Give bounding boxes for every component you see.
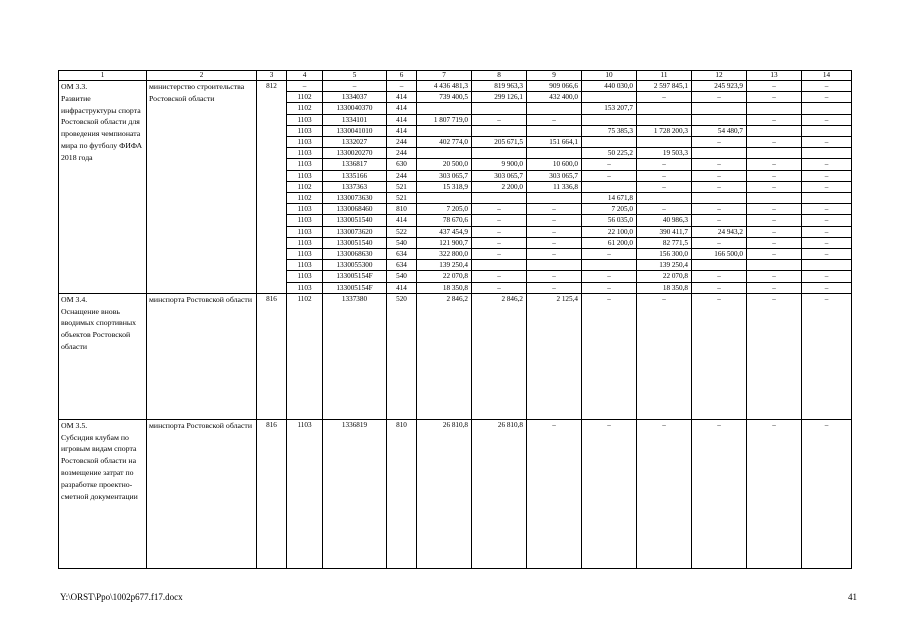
year-2020-cell: – [802, 271, 852, 282]
section-code-cell: 1103 [287, 125, 323, 136]
total-amount-cell: 18 350,8 [417, 282, 472, 293]
section-code-cell: 1103 [287, 137, 323, 148]
year-2015-cell [527, 193, 582, 204]
section-code-cell: 1102 [287, 293, 323, 419]
expense-type-code-cell: 634 [387, 260, 417, 271]
column-number-header: 10 [582, 71, 637, 81]
year-2015-cell [527, 125, 582, 136]
section-code-cell: 1103 [287, 226, 323, 237]
year-2020-cell [802, 148, 852, 159]
year-2017-cell: 1 728 200,3 [637, 125, 692, 136]
year-2015-cell [527, 103, 582, 114]
year-2014-cell [472, 260, 527, 271]
year-2017-cell [637, 193, 692, 204]
measure-code: ОМ 3.4. [61, 294, 88, 304]
section-code-cell: 1103 [287, 260, 323, 271]
grbs-code: 816 [257, 293, 287, 419]
year-2016-cell: 22 100,0 [582, 226, 637, 237]
year-2020-cell [802, 125, 852, 136]
section-code-cell: 1103 [287, 282, 323, 293]
year-2014-cell: – [472, 271, 527, 282]
total-amount-cell: 26 810,8 [417, 419, 472, 568]
year-2015-cell: – [527, 271, 582, 282]
target-item-code-cell: 1330073630 [323, 193, 387, 204]
year-2015-cell: – [527, 237, 582, 248]
year-2016-cell: 14 671,8 [582, 193, 637, 204]
footer-file-path: Y:\ORST\Ppo\1002p677.f17.docx [60, 592, 183, 602]
table-row [59, 419, 852, 568]
year-2020-cell: – [802, 181, 852, 192]
table-body [59, 71, 852, 569]
year-2019-cell: – [747, 215, 802, 226]
year-2018-cell: – [692, 181, 747, 192]
expense-type-code-cell: 414 [387, 92, 417, 103]
total-amount-cell: 20 500,0 [417, 159, 472, 170]
year-2020-cell: – [802, 249, 852, 260]
total-amount-cell: 402 774,0 [417, 137, 472, 148]
year-2018-cell: – [692, 159, 747, 170]
year-2019-cell [747, 148, 802, 159]
section-code-cell: 1102 [287, 193, 323, 204]
section-code-cell: 1103 [287, 215, 323, 226]
year-2016-cell: – [582, 249, 637, 260]
year-2018-cell: – [692, 170, 747, 181]
year-2014-cell [472, 103, 527, 114]
year-2018-cell [692, 193, 747, 204]
year-2020-cell: – [802, 81, 852, 92]
year-2014-cell: 303 065,7 [472, 170, 527, 181]
responsible-agency: минспорта Ростовской области [147, 293, 257, 419]
year-2017-cell: 22 070,8 [637, 271, 692, 282]
year-2020-cell: – [802, 92, 852, 103]
measure-code: ОМ 3.5. [61, 420, 88, 430]
page-number: 41 [848, 592, 857, 602]
year-2016-cell: 7 205,0 [582, 204, 637, 215]
expense-type-code-cell: 244 [387, 137, 417, 148]
expense-type-code-cell: 414 [387, 282, 417, 293]
year-2019-cell: – [747, 282, 802, 293]
year-2019-cell: – [747, 293, 802, 419]
target-item-code-cell: 133005154F [323, 271, 387, 282]
year-2016-cell [582, 181, 637, 192]
year-2019-cell: – [747, 271, 802, 282]
year-2018-cell: 245 923,9 [692, 81, 747, 92]
year-2018-cell: 24 943,2 [692, 226, 747, 237]
year-2020-cell: – [802, 170, 852, 181]
section-code-cell: 1103 [287, 249, 323, 260]
year-2018-cell: – [692, 215, 747, 226]
year-2014-cell: – [472, 249, 527, 260]
year-2015-cell: 2 125,4 [527, 293, 582, 419]
section-code-cell: 1103 [287, 419, 323, 568]
year-2019-cell: – [747, 159, 802, 170]
year-2019-cell: – [747, 237, 802, 248]
column-number-header: 5 [323, 71, 387, 81]
section-code-cell: 1102 [287, 103, 323, 114]
year-2014-cell [472, 148, 527, 159]
year-2014-cell: – [472, 215, 527, 226]
year-2018-cell: – [692, 237, 747, 248]
year-2020-cell: – [802, 293, 852, 419]
year-2017-cell: – [637, 92, 692, 103]
target-item-code-cell: 1337380 [323, 293, 387, 419]
target-item-code-cell: 1336819 [323, 419, 387, 568]
year-2017-cell: 19 503,3 [637, 148, 692, 159]
target-item-code-cell: 1330073620 [323, 226, 387, 237]
expense-type-code-cell: 521 [387, 181, 417, 192]
total-amount-cell: 22 070,8 [417, 271, 472, 282]
section-code-cell: 1103 [287, 159, 323, 170]
total-amount-cell: 139 250,4 [417, 260, 472, 271]
year-2016-cell: 75 385,3 [582, 125, 637, 136]
year-2017-cell: – [637, 170, 692, 181]
total-amount-cell: 303 065,7 [417, 170, 472, 181]
grbs-code: 812 [257, 81, 287, 294]
year-2019-cell: – [747, 204, 802, 215]
year-2020-cell [802, 103, 852, 114]
year-2015-cell: – [527, 249, 582, 260]
year-2014-cell [472, 125, 527, 136]
year-2016-cell: – [582, 271, 637, 282]
year-2017-cell: – [637, 181, 692, 192]
total-amount-cell: 78 670,6 [417, 215, 472, 226]
measure-name: Субсидия клубам по игровым видам спорта Ростовской области на возмещение затрат по разработке проектно-сметной документации [61, 432, 138, 501]
total-amount-cell: 739 400,5 [417, 92, 472, 103]
expense-type-code-cell: 540 [387, 237, 417, 248]
total-amount-cell: 437 454,9 [417, 226, 472, 237]
grbs-code: 816 [257, 419, 287, 568]
budget-table [58, 70, 852, 569]
target-item-code-cell: 1330051540 [323, 237, 387, 248]
measure-name: Оснащение вновь вводимых спортивных объектов Ростовской области [61, 306, 137, 352]
year-2018-cell: – [692, 204, 747, 215]
year-2017-cell: – [637, 293, 692, 419]
target-item-code-cell: 1330068630 [323, 249, 387, 260]
column-number-header: 11 [637, 71, 692, 81]
year-2016-cell: – [582, 159, 637, 170]
section-code-cell: 1103 [287, 114, 323, 125]
year-2014-cell: 2 846,2 [472, 293, 527, 419]
column-number-header: 13 [747, 71, 802, 81]
year-2019-cell: – [747, 81, 802, 92]
year-2017-cell: 2 597 845,1 [637, 81, 692, 92]
year-2015-cell: 432 400,0 [527, 92, 582, 103]
year-2018-cell: 54 480,7 [692, 125, 747, 136]
target-item-code-cell: 1330068460 [323, 204, 387, 215]
year-2019-cell: – [747, 114, 802, 125]
year-2019-cell [747, 125, 802, 136]
year-2020-cell: – [802, 114, 852, 125]
year-2017-cell [637, 114, 692, 125]
year-2016-cell: 50 225,2 [582, 148, 637, 159]
target-item-code-cell: 1330055300 [323, 260, 387, 271]
year-2017-cell [637, 103, 692, 114]
section-code-cell: 1103 [287, 204, 323, 215]
target-item-code-cell: 1337363 [323, 181, 387, 192]
year-2020-cell: – [802, 282, 852, 293]
total-amount-cell [417, 103, 472, 114]
year-2020-cell: – [802, 215, 852, 226]
year-2014-cell: – [472, 282, 527, 293]
measure-code-and-name [59, 293, 147, 419]
year-2015-cell: – [527, 114, 582, 125]
year-2014-cell: 299 126,1 [472, 92, 527, 103]
budget-table-sheet [58, 70, 851, 569]
year-2015-cell: 151 664,1 [527, 137, 582, 148]
year-2014-cell: 26 810,8 [472, 419, 527, 568]
column-number-header: 8 [472, 71, 527, 81]
year-2015-cell: – [527, 204, 582, 215]
year-2020-cell: – [802, 137, 852, 148]
measure-code-and-name [59, 81, 147, 294]
year-2014-cell: 2 200,0 [472, 181, 527, 192]
year-2015-cell: – [527, 215, 582, 226]
expense-type-code-cell: 244 [387, 148, 417, 159]
year-2018-cell: 166 500,0 [692, 249, 747, 260]
year-2020-cell: – [802, 226, 852, 237]
year-2017-cell: – [637, 204, 692, 215]
column-number-header: 3 [257, 71, 287, 81]
expense-type-code-cell: 810 [387, 204, 417, 215]
year-2016-cell: 61 200,0 [582, 237, 637, 248]
year-2016-cell [582, 92, 637, 103]
year-2017-cell: – [637, 159, 692, 170]
year-2020-cell: – [802, 204, 852, 215]
target-item-code-cell: 1334101 [323, 114, 387, 125]
year-2016-cell: – [582, 293, 637, 419]
expense-type-code-cell: 414 [387, 114, 417, 125]
expense-type-code-cell: 630 [387, 159, 417, 170]
year-2019-cell: – [747, 249, 802, 260]
year-2019-cell [747, 103, 802, 114]
total-amount-cell: 1 807 719,0 [417, 114, 472, 125]
total-amount-cell: 2 846,2 [417, 293, 472, 419]
target-item-code-cell: 1330040370 [323, 103, 387, 114]
year-2019-cell: – [747, 92, 802, 103]
total-amount-cell: 7 205,0 [417, 204, 472, 215]
year-2016-cell: – [582, 419, 637, 568]
total-amount-cell: 121 900,7 [417, 237, 472, 248]
total-amount-cell [417, 193, 472, 204]
expense-type-code-cell: 522 [387, 226, 417, 237]
year-2018-cell: – [692, 282, 747, 293]
year-2017-cell: – [637, 419, 692, 568]
year-2017-cell: 40 986,3 [637, 215, 692, 226]
year-2020-cell: – [802, 159, 852, 170]
year-2018-cell: – [692, 419, 747, 568]
year-2020-cell [802, 260, 852, 271]
target-item-code-cell: 1330020270 [323, 148, 387, 159]
target-item-code-cell: 133005154F [323, 282, 387, 293]
year-2015-cell: 11 336,8 [527, 181, 582, 192]
year-2014-cell: – [472, 226, 527, 237]
year-2014-cell: – [472, 204, 527, 215]
expense-type-code-cell: 520 [387, 293, 417, 419]
year-2016-cell [582, 260, 637, 271]
section-code-cell: 1102 [287, 181, 323, 192]
expense-type-code-cell: 414 [387, 103, 417, 114]
year-2017-cell: 18 350,8 [637, 282, 692, 293]
header-row [59, 71, 852, 81]
year-2017-cell: 139 250,4 [637, 260, 692, 271]
column-number-header: 9 [527, 71, 582, 81]
year-2019-cell: – [747, 137, 802, 148]
year-2016-cell [582, 114, 637, 125]
measure-code: ОМ 3.3. [61, 82, 88, 91]
year-2019-cell [747, 260, 802, 271]
year-2018-cell [692, 103, 747, 114]
target-item-code-cell: 1332027 [323, 137, 387, 148]
expense-type-code-cell: 540 [387, 271, 417, 282]
column-number-header: 6 [387, 71, 417, 81]
year-2020-cell: – [802, 237, 852, 248]
year-2015-cell [527, 148, 582, 159]
year-2018-cell [692, 148, 747, 159]
total-amount-cell [417, 125, 472, 136]
target-item-code-cell: 1335166 [323, 170, 387, 181]
year-2018-cell: – [692, 271, 747, 282]
target-item-code-cell: – [323, 81, 387, 92]
measure-name: Развитие инфраструктуры спорта Ростовской области для проведения чемпионата мира по футболу ФИФА 2018 года [61, 93, 143, 162]
year-2014-cell: 205 671,5 [472, 137, 527, 148]
year-2015-cell: – [527, 419, 582, 568]
year-2018-cell: – [692, 92, 747, 103]
column-number-header: 12 [692, 71, 747, 81]
expense-type-code-cell: 414 [387, 215, 417, 226]
year-2016-cell: 153 207,7 [582, 103, 637, 114]
expense-type-code-cell: 414 [387, 125, 417, 136]
responsible-agency: минспорта Ростовской области [147, 419, 257, 568]
total-amount-cell: 4 436 481,3 [417, 81, 472, 92]
year-2014-cell: – [472, 114, 527, 125]
year-2014-cell: – [472, 237, 527, 248]
total-amount-cell [417, 148, 472, 159]
table-row [59, 81, 852, 92]
year-2018-cell: – [692, 137, 747, 148]
year-2016-cell: 56 035,0 [582, 215, 637, 226]
year-2015-cell: 303 065,7 [527, 170, 582, 181]
expense-type-code-cell: 634 [387, 249, 417, 260]
responsible-agency: министерство строительства Ростовской области [147, 81, 257, 294]
expense-type-code-cell: 810 [387, 419, 417, 568]
year-2017-cell: 156 300,0 [637, 249, 692, 260]
section-code-cell: – [287, 81, 323, 92]
year-2016-cell [582, 137, 637, 148]
year-2020-cell [802, 193, 852, 204]
year-2014-cell [472, 193, 527, 204]
section-code-cell: 1103 [287, 170, 323, 181]
year-2014-cell: 819 963,3 [472, 81, 527, 92]
year-2016-cell: – [582, 282, 637, 293]
year-2019-cell: – [747, 226, 802, 237]
year-2018-cell [692, 260, 747, 271]
year-2015-cell: 10 600,0 [527, 159, 582, 170]
section-code-cell: 1102 [287, 92, 323, 103]
target-item-code-cell: 1330041010 [323, 125, 387, 136]
year-2015-cell: – [527, 282, 582, 293]
column-number-header: 2 [147, 71, 257, 81]
year-2018-cell [692, 114, 747, 125]
column-number-header: 14 [802, 71, 852, 81]
total-amount-cell: 322 800,0 [417, 249, 472, 260]
target-item-code-cell: 1334037 [323, 92, 387, 103]
section-code-cell: 1103 [287, 237, 323, 248]
year-2017-cell: 390 411,7 [637, 226, 692, 237]
year-2017-cell [637, 137, 692, 148]
expense-type-code-cell: 244 [387, 170, 417, 181]
section-code-cell: 1103 [287, 271, 323, 282]
expense-type-code-cell: – [387, 81, 417, 92]
target-item-code-cell: 1330051540 [323, 215, 387, 226]
year-2019-cell: – [747, 181, 802, 192]
section-code-cell: 1103 [287, 148, 323, 159]
column-number-header: 4 [287, 71, 323, 81]
year-2014-cell: 9 900,0 [472, 159, 527, 170]
year-2015-cell: – [527, 226, 582, 237]
year-2016-cell: – [582, 170, 637, 181]
year-2020-cell: – [802, 419, 852, 568]
target-item-code-cell: 1336817 [323, 159, 387, 170]
expense-type-code-cell: 521 [387, 193, 417, 204]
year-2018-cell: – [692, 293, 747, 419]
year-2015-cell [527, 260, 582, 271]
column-number-header: 7 [417, 71, 472, 81]
table-row [59, 293, 852, 419]
measure-code-and-name [59, 419, 147, 568]
year-2016-cell: 440 030,0 [582, 81, 637, 92]
year-2015-cell: 909 066,6 [527, 81, 582, 92]
year-2019-cell: – [747, 419, 802, 568]
year-2017-cell: 82 771,5 [637, 237, 692, 248]
column-number-header: 1 [59, 71, 147, 81]
year-2019-cell [747, 193, 802, 204]
year-2019-cell: – [747, 170, 802, 181]
total-amount-cell: 15 318,9 [417, 181, 472, 192]
